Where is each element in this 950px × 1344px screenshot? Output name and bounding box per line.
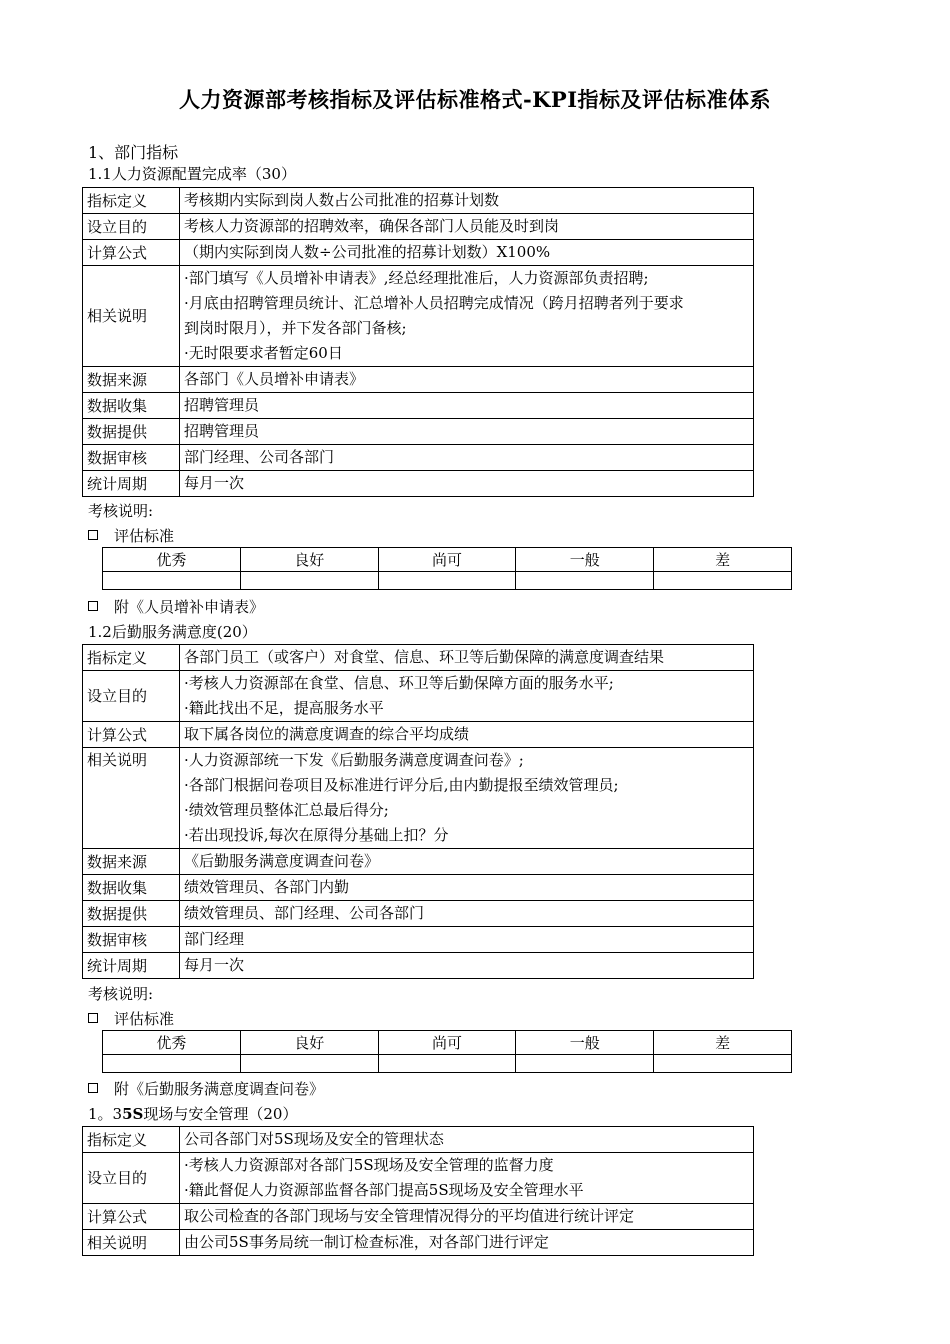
kpi3-heading-5s: 5S <box>122 1105 144 1123</box>
table-row <box>83 671 754 722</box>
value-line: ·籍此督促人力资源部监督各部门提高5S现场及安全管理水平 <box>184 1181 584 1199</box>
assessment-note: 考核说明: <box>88 502 154 520</box>
row-value: 各部门员工（或客户）对食堂、信息、环卫等后勤保障的满意度调查结果 <box>180 645 754 671</box>
value-line: ·无时限要求者暂定60日 <box>184 344 343 362</box>
row-value: 由公司5S事务局统一制订检查标准，对各部门进行评定 <box>180 1230 754 1256</box>
grade-cell <box>240 1055 378 1073</box>
kpi3-table <box>82 1126 754 1256</box>
checkbox-icon <box>88 1013 98 1023</box>
value-line: ·考核人力资源部对各部门5S现场及安全管理的监督力度 <box>184 1156 554 1174</box>
value-line: ·月底由招聘管理员统计、汇总增补人员招聘完成情况（跨月招聘者列于要求 <box>184 294 684 312</box>
kpi2-table <box>82 644 754 979</box>
attachment-label: 附《人员增补申请表》 <box>114 598 265 616</box>
row-value: 部门经理 <box>180 927 754 953</box>
row-key: 数据收集 <box>83 393 180 419</box>
checkbox-icon <box>88 1083 98 1093</box>
grade-fair: 尚可 <box>378 548 516 572</box>
grade-excellent: 优秀 <box>103 548 241 572</box>
kpi2-heading: 1.2后勤服务满意度(20） <box>88 623 257 641</box>
row-key: 相关说明 <box>83 748 180 849</box>
row-value: 每月一次 <box>180 471 754 497</box>
row-key: 数据收集 <box>83 875 180 901</box>
table-row <box>83 240 754 266</box>
grade-average: 一般 <box>516 1031 654 1055</box>
grade-cell <box>103 572 241 590</box>
section-heading: 1、部门指标 <box>88 143 179 162</box>
grade-excellent: 优秀 <box>103 1031 241 1055</box>
grade-cell <box>378 572 516 590</box>
table-row <box>83 1127 754 1153</box>
value-line: ·考核人力资源部在食堂、信息、环卫等后勤保障方面的服务水平; <box>184 674 614 692</box>
row-key: 设立目的 <box>83 1153 180 1204</box>
row-key: 指标定义 <box>83 1127 180 1153</box>
row-key: 统计周期 <box>83 471 180 497</box>
row-key: 计算公式 <box>83 1204 180 1230</box>
kpi1-table <box>82 187 754 497</box>
value-line: ·若出现投诉,每次在原得分基础上扣？分 <box>184 826 449 844</box>
table-row <box>83 849 754 875</box>
row-value: 取公司检查的各部门现场与安全管理情况得分的平均值进行统计评定 <box>180 1204 754 1230</box>
grade-cell <box>654 1055 792 1073</box>
kpi3-heading-rest: 现场与安全管理（20） <box>143 1105 298 1123</box>
row-key: 指标定义 <box>83 645 180 671</box>
row-key: 设立目的 <box>83 214 180 240</box>
evaluation-label: 评估标准 <box>114 1010 175 1028</box>
grade-cell <box>654 572 792 590</box>
grade-cell <box>103 1055 241 1073</box>
evaluation-standard <box>88 1008 174 1029</box>
row-value <box>180 1153 754 1204</box>
table-row <box>83 419 754 445</box>
row-key: 数据来源 <box>83 849 180 875</box>
page-title: 人力资源部考核指标及评估标准格式-KPI指标及评估标准体系 <box>178 87 772 112</box>
table-row <box>83 445 754 471</box>
table-row <box>83 722 754 748</box>
row-value: 部门经理、公司各部门 <box>180 445 754 471</box>
row-value: 考核人力资源部的招聘效率，确保各部门人员能及时到岗 <box>180 214 754 240</box>
grade-value-row <box>103 1055 792 1073</box>
table-row <box>83 367 754 393</box>
value-line: ·部门填写《人员增补申请表》,经总经理批准后，人力资源部负责招聘; <box>184 269 649 287</box>
row-key: 数据提供 <box>83 901 180 927</box>
row-key: 设立目的 <box>83 671 180 722</box>
row-value: 每月一次 <box>180 953 754 979</box>
grade-header-row <box>103 548 792 572</box>
grade-poor: 差 <box>654 1031 792 1055</box>
value-line: ·籍此找出不足，提高服务水平 <box>184 699 384 717</box>
row-value: 招聘管理员 <box>180 419 754 445</box>
row-key: 计算公式 <box>83 722 180 748</box>
attachment-note <box>88 1078 324 1099</box>
row-key: 数据来源 <box>83 367 180 393</box>
table-row <box>83 214 754 240</box>
grade-cell <box>516 572 654 590</box>
grade-fair: 尚可 <box>378 1031 516 1055</box>
checkbox-icon <box>88 530 98 540</box>
grade-good: 良好 <box>240 1031 378 1055</box>
evaluation-standard <box>88 525 174 546</box>
value-line: 到岗时限月），并下发各部门备核; <box>184 319 407 337</box>
assessment-note: 考核说明: <box>88 985 154 1003</box>
grade-poor: 差 <box>654 548 792 572</box>
attachment-label: 附《后勤服务满意度调查问卷》 <box>114 1080 325 1098</box>
value-line: ·人力资源部统一下发《后勤服务满意度调查问卷》; <box>184 751 524 769</box>
table-row <box>83 393 754 419</box>
row-value: 绩效管理员、各部门内勤 <box>180 875 754 901</box>
row-value <box>180 748 754 849</box>
grade-table <box>102 1030 792 1073</box>
table-row <box>83 927 754 953</box>
row-value: 《后勤服务满意度调查问卷》 <box>180 849 754 875</box>
row-value: 取下属各岗位的满意度调查的综合平均成绩 <box>180 722 754 748</box>
row-value: 各部门《人员增补申请表》 <box>180 367 754 393</box>
row-value: 考核期内实际到岗人数占公司批准的招募计划数 <box>180 188 754 214</box>
kpi3-heading-prefix: 1。3 <box>88 1105 123 1123</box>
grade-table <box>102 547 792 590</box>
grade-cell <box>516 1055 654 1073</box>
grade-cell <box>378 1055 516 1073</box>
table-row <box>83 645 754 671</box>
table-row <box>83 188 754 214</box>
checkbox-icon <box>88 601 98 611</box>
row-key: 数据审核 <box>83 927 180 953</box>
row-value: 绩效管理员、部门经理、公司各部门 <box>180 901 754 927</box>
row-key: 数据审核 <box>83 445 180 471</box>
row-key: 相关说明 <box>83 266 180 367</box>
table-row <box>83 266 754 367</box>
grade-average: 一般 <box>516 548 654 572</box>
row-value <box>180 671 754 722</box>
row-value: 招聘管理员 <box>180 393 754 419</box>
table-row <box>83 1230 754 1256</box>
grade-value-row <box>103 572 792 590</box>
grade-good: 良好 <box>240 548 378 572</box>
row-key: 计算公式 <box>83 240 180 266</box>
table-row <box>83 471 754 497</box>
row-value: 公司各部门对5S现场及安全的管理状态 <box>180 1127 754 1153</box>
table-row <box>83 1153 754 1204</box>
table-row <box>83 953 754 979</box>
value-line: ·绩效管理员整体汇总最后得分; <box>184 801 389 819</box>
kpi1-heading: 1.1人力资源配置完成率（30） <box>88 165 296 183</box>
table-row <box>83 901 754 927</box>
grade-header-row <box>103 1031 792 1055</box>
row-key: 统计周期 <box>83 953 180 979</box>
kpi3-heading <box>88 1103 297 1124</box>
row-key: 数据提供 <box>83 419 180 445</box>
value-line: ·各部门根据问卷项目及标准进行评分后,由内勤提报至绩效管理员; <box>184 776 619 794</box>
table-row <box>83 1204 754 1230</box>
table-row <box>83 875 754 901</box>
row-value <box>180 266 754 367</box>
grade-cell <box>240 572 378 590</box>
row-key: 相关说明 <box>83 1230 180 1256</box>
attachment-note <box>88 596 264 617</box>
evaluation-label: 评估标准 <box>114 527 175 545</box>
row-key: 指标定义 <box>83 188 180 214</box>
table-row <box>83 748 754 849</box>
row-value: （期内实际到岗人数÷公司批准的招募计划数）X100% <box>180 240 754 266</box>
